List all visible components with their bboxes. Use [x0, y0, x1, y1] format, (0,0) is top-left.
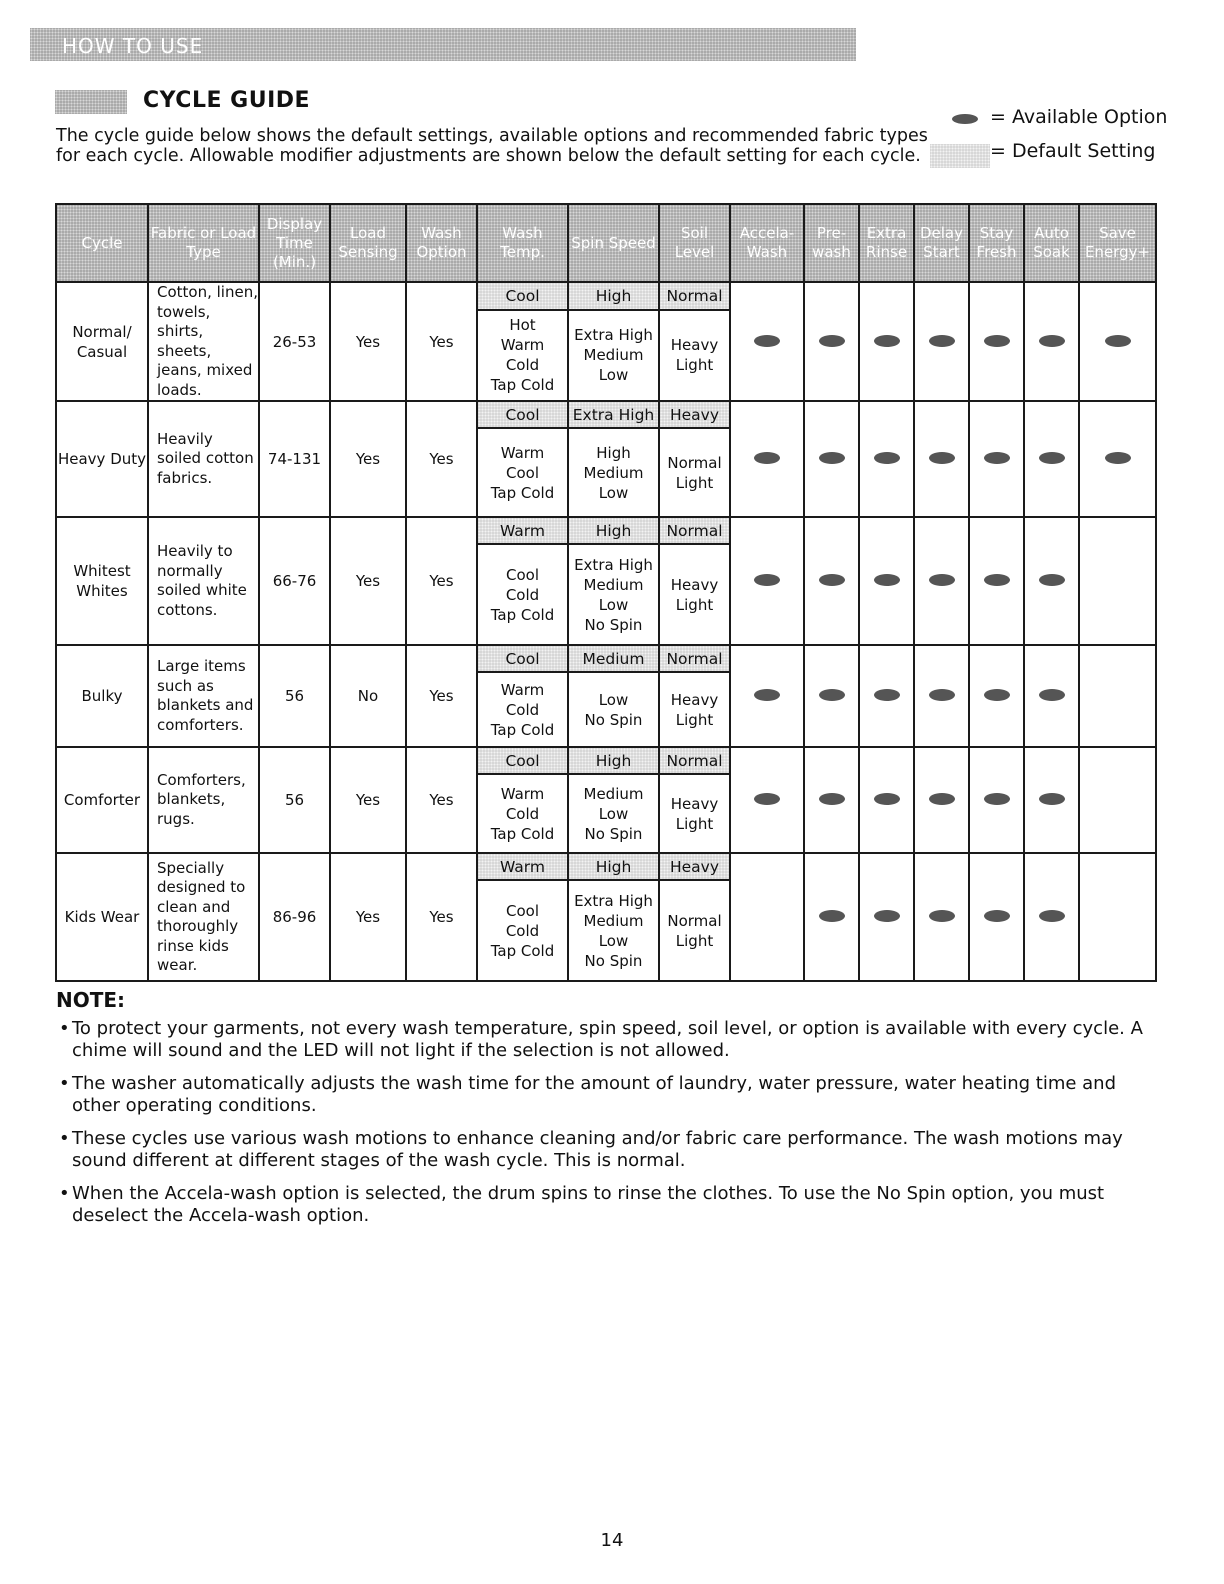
wash-temp-modifiers: [477, 672, 568, 747]
header-load-sensing: Load Sensing: [330, 204, 406, 282]
available-option-dot-icon: [874, 452, 900, 464]
note-item: • When the Accela-wash option is selected, the drum spins to rinse the clothes. To use the No Spin option, you must deselect the Accela-wash option.: [56, 1183, 1166, 1227]
wash-option: Yes: [406, 401, 477, 517]
available-option-dot-icon: [929, 910, 955, 922]
wash-temp-modifiers: [477, 310, 568, 401]
available-option-dot-icon: [754, 574, 780, 586]
spin-speed-modifiers: [568, 310, 659, 401]
table-row: [56, 747, 1156, 774]
modifier-value: Low: [598, 483, 629, 502]
modifier-value: Tap Cold: [490, 483, 555, 502]
default-spin-speed: High: [568, 517, 659, 544]
default-soil-level: Normal: [659, 517, 730, 544]
page-title: CYCLE GUIDE: [143, 88, 311, 113]
available-option-dot-icon: [819, 452, 845, 464]
table-row: [56, 853, 1156, 880]
available-option-dot-icon: [1039, 574, 1065, 586]
available-option-dot-icon: [929, 335, 955, 347]
modifier-value: Hot: [509, 316, 536, 335]
available-option-dot-icon: [1105, 452, 1131, 464]
header-display-time: Display Time (Min.): [259, 204, 330, 282]
modifier-value: Normal: [667, 911, 722, 930]
modifier-value: Medium: [583, 784, 644, 803]
modifier-value: Extra High: [574, 891, 653, 910]
display-time: 66-76: [259, 517, 330, 645]
header-soil-level: Soil Level: [659, 204, 730, 282]
load-sensing: No: [330, 645, 406, 747]
header-delay-start: Delay Start: [914, 204, 969, 282]
modifier-value: Medium: [583, 463, 644, 482]
header-auto-soak: Auto Soak: [1024, 204, 1079, 282]
default-setting-swatch-icon: [930, 144, 990, 168]
modifier-value: Light: [675, 473, 714, 492]
modifier-value: Warm: [500, 443, 545, 462]
soil-level-modifiers: [659, 544, 730, 645]
fabric-type: Heavily soiled cotton fabrics.: [148, 401, 259, 517]
available-option-dot-icon: [1105, 335, 1131, 347]
note-item: • These cycles use various wash motions to enhance cleaning and/or fabric care performance. The wash motions may sound different at different stages of the wash cycle. This is normal.: [56, 1128, 1166, 1172]
load-sensing: Yes: [330, 282, 406, 401]
cycle-name: Whitest Whites: [56, 517, 148, 645]
option-accela-wash: [730, 282, 804, 401]
modifier-value: Warm: [500, 336, 545, 355]
modifier-value: Tap Cold: [490, 605, 555, 624]
default-spin-speed: Extra High: [568, 401, 659, 428]
table-row: [56, 282, 1156, 310]
modifier-value: Heavy: [670, 575, 719, 594]
modifier-value: Cold: [505, 921, 540, 940]
wash-temp-modifiers: [477, 544, 568, 645]
available-option-dot-icon: [819, 793, 845, 805]
modifier-value: Light: [675, 814, 714, 833]
modifier-value: Cool: [506, 463, 539, 482]
available-option-dot-icon: [1039, 793, 1065, 805]
option-accela-wash: [730, 401, 804, 517]
available-option-dot-icon: [874, 574, 900, 586]
header-pre-wash: Pre-wash: [804, 204, 859, 282]
option-extra-rinse: [859, 401, 914, 517]
available-option-dot-icon: [754, 452, 780, 464]
option-auto-soak: [1024, 853, 1079, 981]
note-heading: NOTE:: [56, 988, 126, 1012]
option-auto-soak: [1024, 645, 1079, 747]
legend-default: [930, 140, 1190, 174]
header-cycle: Cycle: [56, 204, 148, 282]
option-pre-wash: [804, 645, 859, 747]
modifier-value: Low: [598, 804, 629, 823]
header-fabric: Fabric or Load Type: [148, 204, 259, 282]
cycle-name: Heavy Duty: [56, 401, 148, 517]
option-save-energy: [1079, 517, 1156, 645]
modifier-value: Tap Cold: [490, 824, 555, 843]
option-pre-wash: [804, 747, 859, 853]
header-wash-option: Wash Option: [406, 204, 477, 282]
option-delay-start: [914, 747, 969, 853]
option-stay-fresh: [969, 853, 1024, 981]
modifier-value: No Spin: [584, 615, 643, 634]
modifier-value: Cool: [506, 901, 539, 920]
available-option-dot-icon: [1039, 910, 1065, 922]
table-body: [56, 282, 1156, 981]
modifier-value: Extra High: [574, 555, 653, 574]
available-option-dot-icon: [819, 335, 845, 347]
load-sensing: Yes: [330, 853, 406, 981]
fabric-type: Cotton, linen, towels, shirts, sheets, jeans, mixed loads.: [148, 282, 259, 401]
soil-level-modifiers: [659, 880, 730, 981]
header-wash-temp: Wash Temp.: [477, 204, 568, 282]
modifier-value: No Spin: [584, 951, 643, 970]
option-accela-wash: [730, 517, 804, 645]
modifier-value: Light: [675, 595, 714, 614]
modifier-value: Cold: [505, 356, 540, 375]
load-sensing: Yes: [330, 747, 406, 853]
wash-option: Yes: [406, 645, 477, 747]
option-auto-soak: [1024, 747, 1079, 853]
available-option-dot-icon: [984, 335, 1010, 347]
available-option-dot-icon: [754, 335, 780, 347]
available-option-dot-icon: [1039, 689, 1065, 701]
modifier-value: Tap Cold: [490, 941, 555, 960]
header-extra-rinse: Extra Rinse: [859, 204, 914, 282]
modifier-value: Cold: [505, 585, 540, 604]
option-extra-rinse: [859, 747, 914, 853]
option-delay-start: [914, 645, 969, 747]
legend-available: [930, 106, 1190, 140]
default-wash-temp: Warm: [477, 853, 568, 880]
legend-default-label: = Default Setting: [990, 140, 1156, 162]
available-option-dot-icon: [754, 689, 780, 701]
legend: [930, 106, 1190, 174]
option-save-energy: [1079, 747, 1156, 853]
modifier-value: Cold: [505, 700, 540, 719]
available-option-dot-icon: [754, 793, 780, 805]
default-soil-level: Heavy: [659, 401, 730, 428]
modifier-value: Low: [598, 690, 629, 709]
spin-speed-modifiers: [568, 880, 659, 981]
available-option-dot-icon: [1039, 335, 1065, 347]
option-auto-soak: [1024, 517, 1079, 645]
cycle-name: Kids Wear: [56, 853, 148, 981]
heading-marker: [55, 90, 127, 114]
note-list: [56, 1018, 1166, 1238]
modifier-value: Heavy: [670, 690, 719, 709]
available-option-dot-icon: [952, 114, 978, 124]
option-delay-start: [914, 401, 969, 517]
banner-title: HOW TO USE: [62, 34, 204, 58]
option-extra-rinse: [859, 282, 914, 401]
page-number: 14: [600, 1530, 624, 1551]
available-option-dot-icon: [874, 793, 900, 805]
fabric-type: Large items such as blankets and comforters.: [148, 645, 259, 747]
modifier-value: Normal: [667, 453, 722, 472]
cycle-name: Comforter: [56, 747, 148, 853]
modifier-value: Medium: [583, 346, 644, 365]
available-option-dot-icon: [874, 910, 900, 922]
option-extra-rinse: [859, 645, 914, 747]
available-option-dot-icon: [929, 574, 955, 586]
soil-level-modifiers: [659, 428, 730, 517]
option-extra-rinse: [859, 517, 914, 645]
available-option-dot-icon: [984, 574, 1010, 586]
default-soil-level: Normal: [659, 747, 730, 774]
available-option-dot-icon: [819, 574, 845, 586]
available-option-dot-icon: [984, 910, 1010, 922]
display-time: 26-53: [259, 282, 330, 401]
available-option-dot-icon: [929, 689, 955, 701]
default-spin-speed: High: [568, 747, 659, 774]
display-time: 74-131: [259, 401, 330, 517]
modifier-value: No Spin: [584, 824, 643, 843]
table-row: [56, 401, 1156, 428]
cycle-name: Bulky: [56, 645, 148, 747]
option-accela-wash: [730, 747, 804, 853]
modifier-value: Cool: [506, 565, 539, 584]
modifier-value: Light: [675, 356, 714, 375]
default-soil-level: Heavy: [659, 853, 730, 880]
option-stay-fresh: [969, 282, 1024, 401]
wash-option: Yes: [406, 517, 477, 645]
wash-temp-modifiers: [477, 880, 568, 981]
header-stay-fresh: Stay Fresh: [969, 204, 1024, 282]
modifier-value: Tap Cold: [490, 720, 555, 739]
table-row: [56, 645, 1156, 672]
default-soil-level: Normal: [659, 645, 730, 672]
available-option-dot-icon: [984, 689, 1010, 701]
modifier-value: Cold: [505, 804, 540, 823]
option-stay-fresh: [969, 517, 1024, 645]
option-stay-fresh: [969, 645, 1024, 747]
modifier-value: No Spin: [584, 710, 643, 729]
spin-speed-modifiers: [568, 428, 659, 517]
available-option-dot-icon: [819, 910, 845, 922]
note-item: • The washer automatically adjusts the wash time for the amount of laundry, water pressure, water heating time and other operating conditions.: [56, 1073, 1166, 1117]
soil-level-modifiers: [659, 310, 730, 401]
section-banner: [30, 28, 856, 61]
available-option-dot-icon: [1039, 452, 1065, 464]
modifier-value: Medium: [583, 911, 644, 930]
available-option-dot-icon: [984, 452, 1010, 464]
option-auto-soak: [1024, 401, 1079, 517]
cycle-name: Normal/ Casual: [56, 282, 148, 401]
default-wash-temp: Cool: [477, 747, 568, 774]
modifier-value: Low: [598, 931, 629, 950]
intro-text: The cycle guide below shows the default settings, available options and recommended fabric types for each cycle. Allowable modifier adjustments are shown below the default setting for each cycle.: [56, 126, 928, 166]
wash-option: Yes: [406, 853, 477, 981]
load-sensing: Yes: [330, 401, 406, 517]
default-wash-temp: Cool: [477, 401, 568, 428]
option-delay-start: [914, 282, 969, 401]
cycle-guide-table: [55, 203, 1157, 982]
option-delay-start: [914, 517, 969, 645]
modifier-value: Tap Cold: [490, 376, 555, 395]
note-item: • To protect your garments, not every wash temperature, spin speed, soil level, or option is available with every cycle. A chime will sound and the LED will not light if the selection is not allowed.: [56, 1018, 1166, 1062]
default-wash-temp: Cool: [477, 282, 568, 310]
default-spin-speed: High: [568, 853, 659, 880]
available-option-dot-icon: [929, 452, 955, 464]
soil-level-modifiers: [659, 774, 730, 853]
load-sensing: Yes: [330, 517, 406, 645]
fabric-type: Specially designed to clean and thoroughly rinse kids wear.: [148, 853, 259, 981]
modifier-value: Light: [675, 710, 714, 729]
soil-level-modifiers: [659, 672, 730, 747]
modifier-value: Warm: [500, 784, 545, 803]
spin-speed-modifiers: [568, 544, 659, 645]
option-save-energy: [1079, 853, 1156, 981]
wash-temp-modifiers: [477, 428, 568, 517]
wash-option: Yes: [406, 282, 477, 401]
display-time: 86-96: [259, 853, 330, 981]
default-wash-temp: Warm: [477, 517, 568, 544]
option-save-energy: [1079, 282, 1156, 401]
wash-temp-modifiers: [477, 774, 568, 853]
option-delay-start: [914, 853, 969, 981]
spin-speed-modifiers: [568, 672, 659, 747]
default-soil-level: Normal: [659, 282, 730, 310]
option-stay-fresh: [969, 747, 1024, 853]
available-option-dot-icon: [874, 689, 900, 701]
header-save-energy: Save Energy+: [1079, 204, 1156, 282]
available-option-dot-icon: [819, 689, 845, 701]
default-spin-speed: High: [568, 282, 659, 310]
spin-speed-modifiers: [568, 774, 659, 853]
available-option-dot-icon: [874, 335, 900, 347]
modifier-value: Heavy: [670, 794, 719, 813]
option-stay-fresh: [969, 401, 1024, 517]
wash-option: Yes: [406, 747, 477, 853]
header-accela-wash: Accela-Wash: [730, 204, 804, 282]
modifier-value: High: [596, 443, 631, 462]
modifier-value: Low: [598, 595, 629, 614]
header-spin-speed: Spin Speed: [568, 204, 659, 282]
option-pre-wash: [804, 401, 859, 517]
fabric-type: Heavily to normally soiled white cottons.: [148, 517, 259, 645]
option-save-energy: [1079, 645, 1156, 747]
modifier-value: Extra High: [574, 326, 653, 345]
legend-available-label: = Available Option: [990, 106, 1168, 128]
modifier-value: Low: [598, 366, 629, 385]
table-row: [56, 517, 1156, 544]
option-auto-soak: [1024, 282, 1079, 401]
option-save-energy: [1079, 401, 1156, 517]
default-spin-speed: Medium: [568, 645, 659, 672]
option-pre-wash: [804, 282, 859, 401]
modifier-value: Light: [675, 931, 714, 950]
table-header-row: [56, 204, 1156, 282]
modifier-value: Warm: [500, 680, 545, 699]
fabric-type: Comforters, blankets, rugs.: [148, 747, 259, 853]
option-extra-rinse: [859, 853, 914, 981]
modifier-value: Heavy: [670, 336, 719, 355]
available-option-dot-icon: [984, 793, 1010, 805]
option-accela-wash: [730, 853, 804, 981]
available-option-dot-icon: [929, 793, 955, 805]
display-time: 56: [259, 645, 330, 747]
display-time: 56: [259, 747, 330, 853]
modifier-value: Medium: [583, 575, 644, 594]
option-pre-wash: [804, 517, 859, 645]
option-pre-wash: [804, 853, 859, 981]
default-wash-temp: Cool: [477, 645, 568, 672]
option-accela-wash: [730, 645, 804, 747]
